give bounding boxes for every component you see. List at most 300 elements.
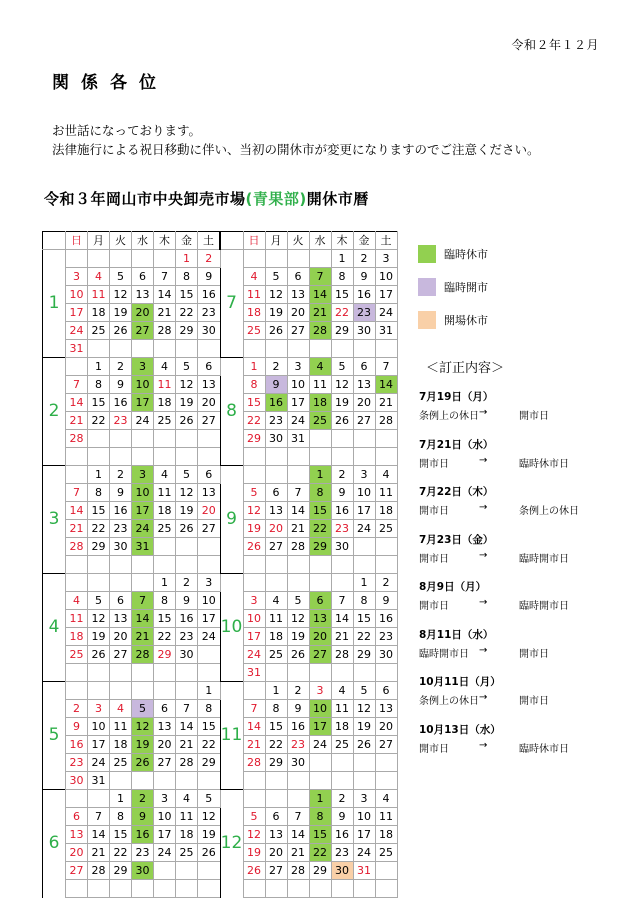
day-cell: 21: [176, 736, 198, 754]
day-cell: [176, 430, 198, 448]
correction-item: [419, 579, 569, 612]
day-cell: 20: [66, 844, 88, 862]
correction-from: 臨時開市日: [419, 648, 469, 660]
day-cell: 26: [132, 754, 154, 772]
day-cell: 26: [176, 412, 198, 430]
legend-item-venue-closed: 開場休市: [418, 311, 488, 329]
weekday-label: 月: [265, 232, 287, 250]
day-cell: 3: [198, 574, 221, 592]
row-end: [397, 610, 398, 628]
legend-swatch-green: [418, 245, 436, 263]
row-end: [397, 790, 398, 808]
day-cell: 1: [353, 574, 375, 592]
day-cell: 24: [132, 520, 154, 538]
day-cell: 6: [265, 808, 287, 826]
day-cell: [309, 430, 331, 448]
day-cell: 28: [132, 646, 154, 664]
day-cell: 22: [88, 520, 110, 538]
day-cell: 12: [176, 484, 198, 502]
day-cell: [154, 250, 176, 268]
day-cell: 29: [265, 754, 287, 772]
day-cell: [110, 340, 132, 358]
day-cell: 10: [132, 376, 154, 394]
day-cell: 15: [176, 286, 198, 304]
weekday-label: 火: [110, 232, 132, 250]
day-cell: 7: [331, 592, 353, 610]
day-cell: 19: [243, 520, 265, 538]
row-end: [397, 844, 398, 862]
day-cell: [309, 880, 331, 898]
weekday-label: 土: [375, 232, 397, 250]
day-cell: 5: [176, 358, 198, 376]
day-cell: 3: [353, 466, 375, 484]
correction-change: [419, 502, 579, 517]
day-cell: [331, 880, 353, 898]
day-cell: 28: [66, 538, 88, 556]
day-cell: [176, 538, 198, 556]
row-end: [397, 718, 398, 736]
day-cell: 4: [375, 790, 397, 808]
correction-change: [419, 455, 569, 470]
day-cell: 25: [110, 754, 132, 772]
day-cell: [287, 340, 309, 358]
row-end: [397, 646, 398, 664]
day-cell: 30: [287, 754, 309, 772]
day-cell: 24: [353, 844, 375, 862]
day-cell: 16: [331, 826, 353, 844]
row-end: [397, 664, 398, 682]
correction-from: 開市日: [419, 601, 449, 612]
day-cell: 19: [110, 304, 132, 322]
day-cell: 4: [309, 358, 331, 376]
day-cell: 23: [331, 844, 353, 862]
row-end: [397, 538, 398, 556]
day-cell: 12: [353, 700, 375, 718]
day-cell: [265, 340, 287, 358]
correction-change: [419, 692, 549, 707]
day-cell: 12: [176, 376, 198, 394]
day-cell: [243, 466, 265, 484]
correction-to: 臨時休市日: [519, 458, 569, 470]
day-cell: 1: [265, 682, 287, 700]
correction-item: [419, 532, 569, 565]
weekday-label: 木: [331, 232, 353, 250]
day-cell: 9: [331, 484, 353, 502]
day-cell: 9: [132, 808, 154, 826]
day-cell: [353, 556, 375, 574]
correction-from: 開市日: [419, 743, 449, 755]
weekday-label: 日: [66, 232, 88, 250]
day-cell: [353, 772, 375, 790]
day-cell: [66, 466, 88, 484]
day-cell: 9: [110, 376, 132, 394]
row-end: [397, 430, 398, 448]
day-cell: [309, 754, 331, 772]
day-cell: 28: [375, 412, 397, 430]
day-cell: 22: [154, 628, 176, 646]
weekday-label: 水: [132, 232, 154, 250]
day-cell: 2: [132, 790, 154, 808]
day-cell: 13: [110, 610, 132, 628]
correction-from: 開市日: [419, 458, 449, 470]
day-cell: 6: [110, 592, 132, 610]
day-cell: 23: [265, 412, 287, 430]
day-cell: [375, 754, 397, 772]
day-cell: 24: [375, 304, 397, 322]
weekday-label: 月: [88, 232, 110, 250]
day-cell: 28: [154, 322, 176, 340]
day-cell: 10: [243, 610, 265, 628]
day-cell: 26: [353, 736, 375, 754]
day-cell: 14: [154, 286, 176, 304]
day-cell: 29: [331, 322, 353, 340]
day-cell: 13: [287, 286, 309, 304]
day-cell: [132, 430, 154, 448]
day-cell: [88, 430, 110, 448]
month-label: 10: [220, 574, 243, 682]
addressee: 関係各位: [52, 73, 168, 93]
day-cell: 28: [309, 322, 331, 340]
correction-from: 条例上の休日: [419, 411, 479, 422]
day-cell: [243, 340, 265, 358]
weekday-label: 水: [309, 232, 331, 250]
day-cell: 25: [176, 844, 198, 862]
day-cell: 16: [331, 502, 353, 520]
day-cell: 2: [287, 682, 309, 700]
day-cell: 28: [287, 862, 309, 880]
weekday-label: 土: [198, 232, 221, 250]
day-cell: 30: [353, 322, 375, 340]
market-calendar: [42, 231, 398, 898]
day-cell: 24: [243, 646, 265, 664]
row-end: [397, 592, 398, 610]
day-cell: [353, 880, 375, 898]
day-cell: 27: [132, 322, 154, 340]
day-cell: 1: [176, 250, 198, 268]
day-cell: 12: [110, 286, 132, 304]
day-cell: 12: [198, 808, 221, 826]
day-cell: 13: [198, 376, 221, 394]
day-cell: 6: [198, 466, 221, 484]
day-cell: 6: [154, 700, 176, 718]
row-end: [397, 682, 398, 700]
correction-from: 開市日: [419, 553, 449, 565]
day-cell: [198, 340, 221, 358]
day-cell: 7: [132, 592, 154, 610]
day-cell: 1: [110, 790, 132, 808]
weekday-header: [43, 232, 398, 250]
day-cell: 17: [353, 502, 375, 520]
day-cell: [243, 880, 265, 898]
day-cell: [88, 250, 110, 268]
day-cell: 15: [154, 610, 176, 628]
day-cell: 13: [309, 610, 331, 628]
day-cell: 27: [353, 412, 375, 430]
row-end: [397, 376, 398, 394]
day-cell: 10: [375, 268, 397, 286]
day-cell: [66, 790, 88, 808]
row-end: [397, 322, 398, 340]
correction-arrow: →: [479, 644, 488, 656]
correction-change: [419, 407, 549, 422]
correction-arrow: →: [479, 692, 488, 703]
day-cell: 12: [265, 286, 287, 304]
header-spacer: [43, 232, 66, 250]
day-cell: [132, 682, 154, 700]
day-cell: 10: [353, 484, 375, 502]
correction-date: 10月13日（水）: [419, 723, 501, 736]
day-cell: [66, 556, 88, 574]
day-cell: [331, 448, 353, 466]
day-cell: [88, 880, 110, 898]
day-cell: 11: [88, 286, 110, 304]
row-end: [397, 754, 398, 772]
day-cell: 21: [66, 412, 88, 430]
correction-arrow: →: [479, 597, 488, 608]
calendar-week-row: [43, 682, 398, 700]
month-label: 8: [220, 358, 243, 466]
day-cell: 18: [176, 826, 198, 844]
day-cell: [265, 664, 287, 682]
day-cell: 20: [198, 394, 221, 412]
weekday-label: 金: [176, 232, 198, 250]
day-cell: 26: [265, 322, 287, 340]
day-cell: 22: [176, 304, 198, 322]
day-cell: 26: [176, 520, 198, 538]
day-cell: 13: [375, 700, 397, 718]
day-cell: [154, 340, 176, 358]
row-end: [397, 448, 398, 466]
day-cell: 2: [265, 358, 287, 376]
day-cell: 9: [176, 592, 198, 610]
day-cell: 3: [375, 250, 397, 268]
day-cell: 5: [243, 808, 265, 826]
day-cell: 9: [66, 718, 88, 736]
day-cell: 25: [154, 520, 176, 538]
day-cell: 5: [132, 700, 154, 718]
day-cell: [198, 448, 221, 466]
day-cell: 23: [110, 520, 132, 538]
day-cell: 21: [88, 844, 110, 862]
day-cell: 31: [287, 430, 309, 448]
day-cell: [243, 790, 265, 808]
day-cell: 29: [88, 538, 110, 556]
correction-change: [419, 597, 569, 612]
correction-change: [419, 740, 569, 755]
correction-to: 開市日: [519, 411, 549, 422]
row-end: [397, 394, 398, 412]
day-cell: 21: [243, 736, 265, 754]
legend-swatch-purple: [418, 278, 436, 296]
day-cell: [375, 430, 397, 448]
calendar-week-row: [43, 790, 398, 808]
day-cell: 8: [243, 376, 265, 394]
day-cell: [132, 772, 154, 790]
day-cell: 19: [265, 304, 287, 322]
day-cell: 14: [309, 286, 331, 304]
day-cell: 18: [375, 826, 397, 844]
day-cell: 16: [176, 610, 198, 628]
day-cell: [176, 862, 198, 880]
row-end: [397, 502, 398, 520]
day-cell: [198, 880, 221, 898]
day-cell: 17: [375, 286, 397, 304]
day-cell: 17: [353, 826, 375, 844]
day-cell: [331, 574, 353, 592]
day-cell: 16: [265, 394, 287, 412]
legend: [418, 245, 488, 344]
correction-date: 10月11日（月）: [419, 676, 501, 688]
day-cell: 18: [110, 736, 132, 754]
day-cell: 22: [243, 412, 265, 430]
day-cell: 23: [287, 736, 309, 754]
day-cell: 30: [132, 862, 154, 880]
day-cell: 1: [331, 250, 353, 268]
day-cell: 30: [198, 322, 221, 340]
day-cell: 4: [154, 466, 176, 484]
row-end: [397, 574, 398, 592]
day-cell: 10: [66, 286, 88, 304]
day-cell: 4: [375, 466, 397, 484]
day-cell: [66, 682, 88, 700]
day-cell: 4: [154, 358, 176, 376]
day-cell: 11: [66, 610, 88, 628]
day-cell: [287, 790, 309, 808]
day-cell: 6: [375, 682, 397, 700]
day-cell: 10: [154, 808, 176, 826]
correction-item: [419, 484, 579, 517]
day-cell: [176, 448, 198, 466]
calendar-week-row: [43, 250, 398, 268]
day-cell: [375, 448, 397, 466]
day-cell: 14: [375, 376, 397, 394]
day-cell: 3: [66, 268, 88, 286]
day-cell: 11: [265, 610, 287, 628]
day-cell: [309, 556, 331, 574]
day-cell: 18: [243, 304, 265, 322]
day-cell: 28: [66, 430, 88, 448]
day-cell: 6: [353, 358, 375, 376]
day-cell: 29: [176, 322, 198, 340]
day-cell: 6: [287, 268, 309, 286]
day-cell: 27: [265, 538, 287, 556]
day-cell: [287, 880, 309, 898]
day-cell: [353, 664, 375, 682]
day-cell: 15: [198, 718, 221, 736]
day-cell: [287, 574, 309, 592]
row-end: [397, 880, 398, 898]
day-cell: [176, 682, 198, 700]
header-end: [397, 232, 398, 250]
day-cell: 31: [66, 340, 88, 358]
day-cell: 14: [66, 394, 88, 412]
row-end: [397, 304, 398, 322]
day-cell: 20: [309, 628, 331, 646]
day-cell: 9: [375, 592, 397, 610]
correction-date: 8月11日（水）: [419, 628, 494, 641]
day-cell: [132, 664, 154, 682]
day-cell: 25: [66, 646, 88, 664]
weekday-label: 火: [287, 232, 309, 250]
day-cell: 8: [309, 808, 331, 826]
day-cell: [132, 250, 154, 268]
day-cell: [265, 448, 287, 466]
day-cell: 7: [66, 376, 88, 394]
day-cell: 5: [243, 484, 265, 502]
day-cell: 22: [265, 736, 287, 754]
day-cell: 7: [287, 484, 309, 502]
day-cell: 28: [331, 646, 353, 664]
day-cell: [287, 556, 309, 574]
day-cell: 10: [309, 700, 331, 718]
correction-date: 7月19日（月）: [419, 391, 494, 403]
day-cell: [110, 772, 132, 790]
day-cell: 18: [154, 502, 176, 520]
day-cell: 19: [331, 394, 353, 412]
day-cell: 3: [243, 592, 265, 610]
day-cell: 5: [331, 358, 353, 376]
day-cell: 13: [154, 718, 176, 736]
day-cell: [331, 664, 353, 682]
title-suffix: 開休市暦: [306, 190, 369, 208]
day-cell: 2: [66, 700, 88, 718]
day-cell: 25: [309, 412, 331, 430]
day-cell: [353, 448, 375, 466]
day-cell: 16: [353, 286, 375, 304]
day-cell: 16: [66, 736, 88, 754]
day-cell: [66, 664, 88, 682]
day-cell: 17: [287, 394, 309, 412]
day-cell: 21: [331, 628, 353, 646]
day-cell: 4: [176, 790, 198, 808]
correction-to: 臨時開市日: [519, 601, 569, 612]
day-cell: [353, 340, 375, 358]
day-cell: [132, 880, 154, 898]
day-cell: 19: [88, 628, 110, 646]
day-cell: 12: [132, 718, 154, 736]
day-cell: 2: [331, 790, 353, 808]
day-cell: 9: [265, 376, 287, 394]
day-cell: 26: [198, 844, 221, 862]
month-label: 3: [43, 466, 66, 574]
day-cell: 31: [375, 322, 397, 340]
day-cell: [154, 880, 176, 898]
day-cell: 4: [66, 592, 88, 610]
correction-date: 7月21日（水）: [419, 438, 494, 451]
day-cell: [331, 754, 353, 772]
day-cell: 26: [287, 646, 309, 664]
day-cell: 9: [331, 808, 353, 826]
day-cell: [287, 448, 309, 466]
title-division: (青果部): [245, 190, 307, 208]
correction-from: 条例上の休日: [419, 696, 479, 707]
day-cell: 11: [176, 808, 198, 826]
day-cell: [375, 556, 397, 574]
day-cell: 3: [132, 358, 154, 376]
day-cell: 29: [154, 646, 176, 664]
correction-to: 開市日: [519, 696, 549, 707]
day-cell: 5: [176, 466, 198, 484]
day-cell: 27: [375, 736, 397, 754]
legend-item-closed: 臨時休市: [418, 245, 488, 263]
day-cell: [265, 772, 287, 790]
day-cell: 11: [375, 808, 397, 826]
day-cell: 22: [309, 520, 331, 538]
day-cell: 11: [309, 376, 331, 394]
day-cell: 2: [110, 466, 132, 484]
day-cell: [88, 664, 110, 682]
day-cell: [154, 448, 176, 466]
